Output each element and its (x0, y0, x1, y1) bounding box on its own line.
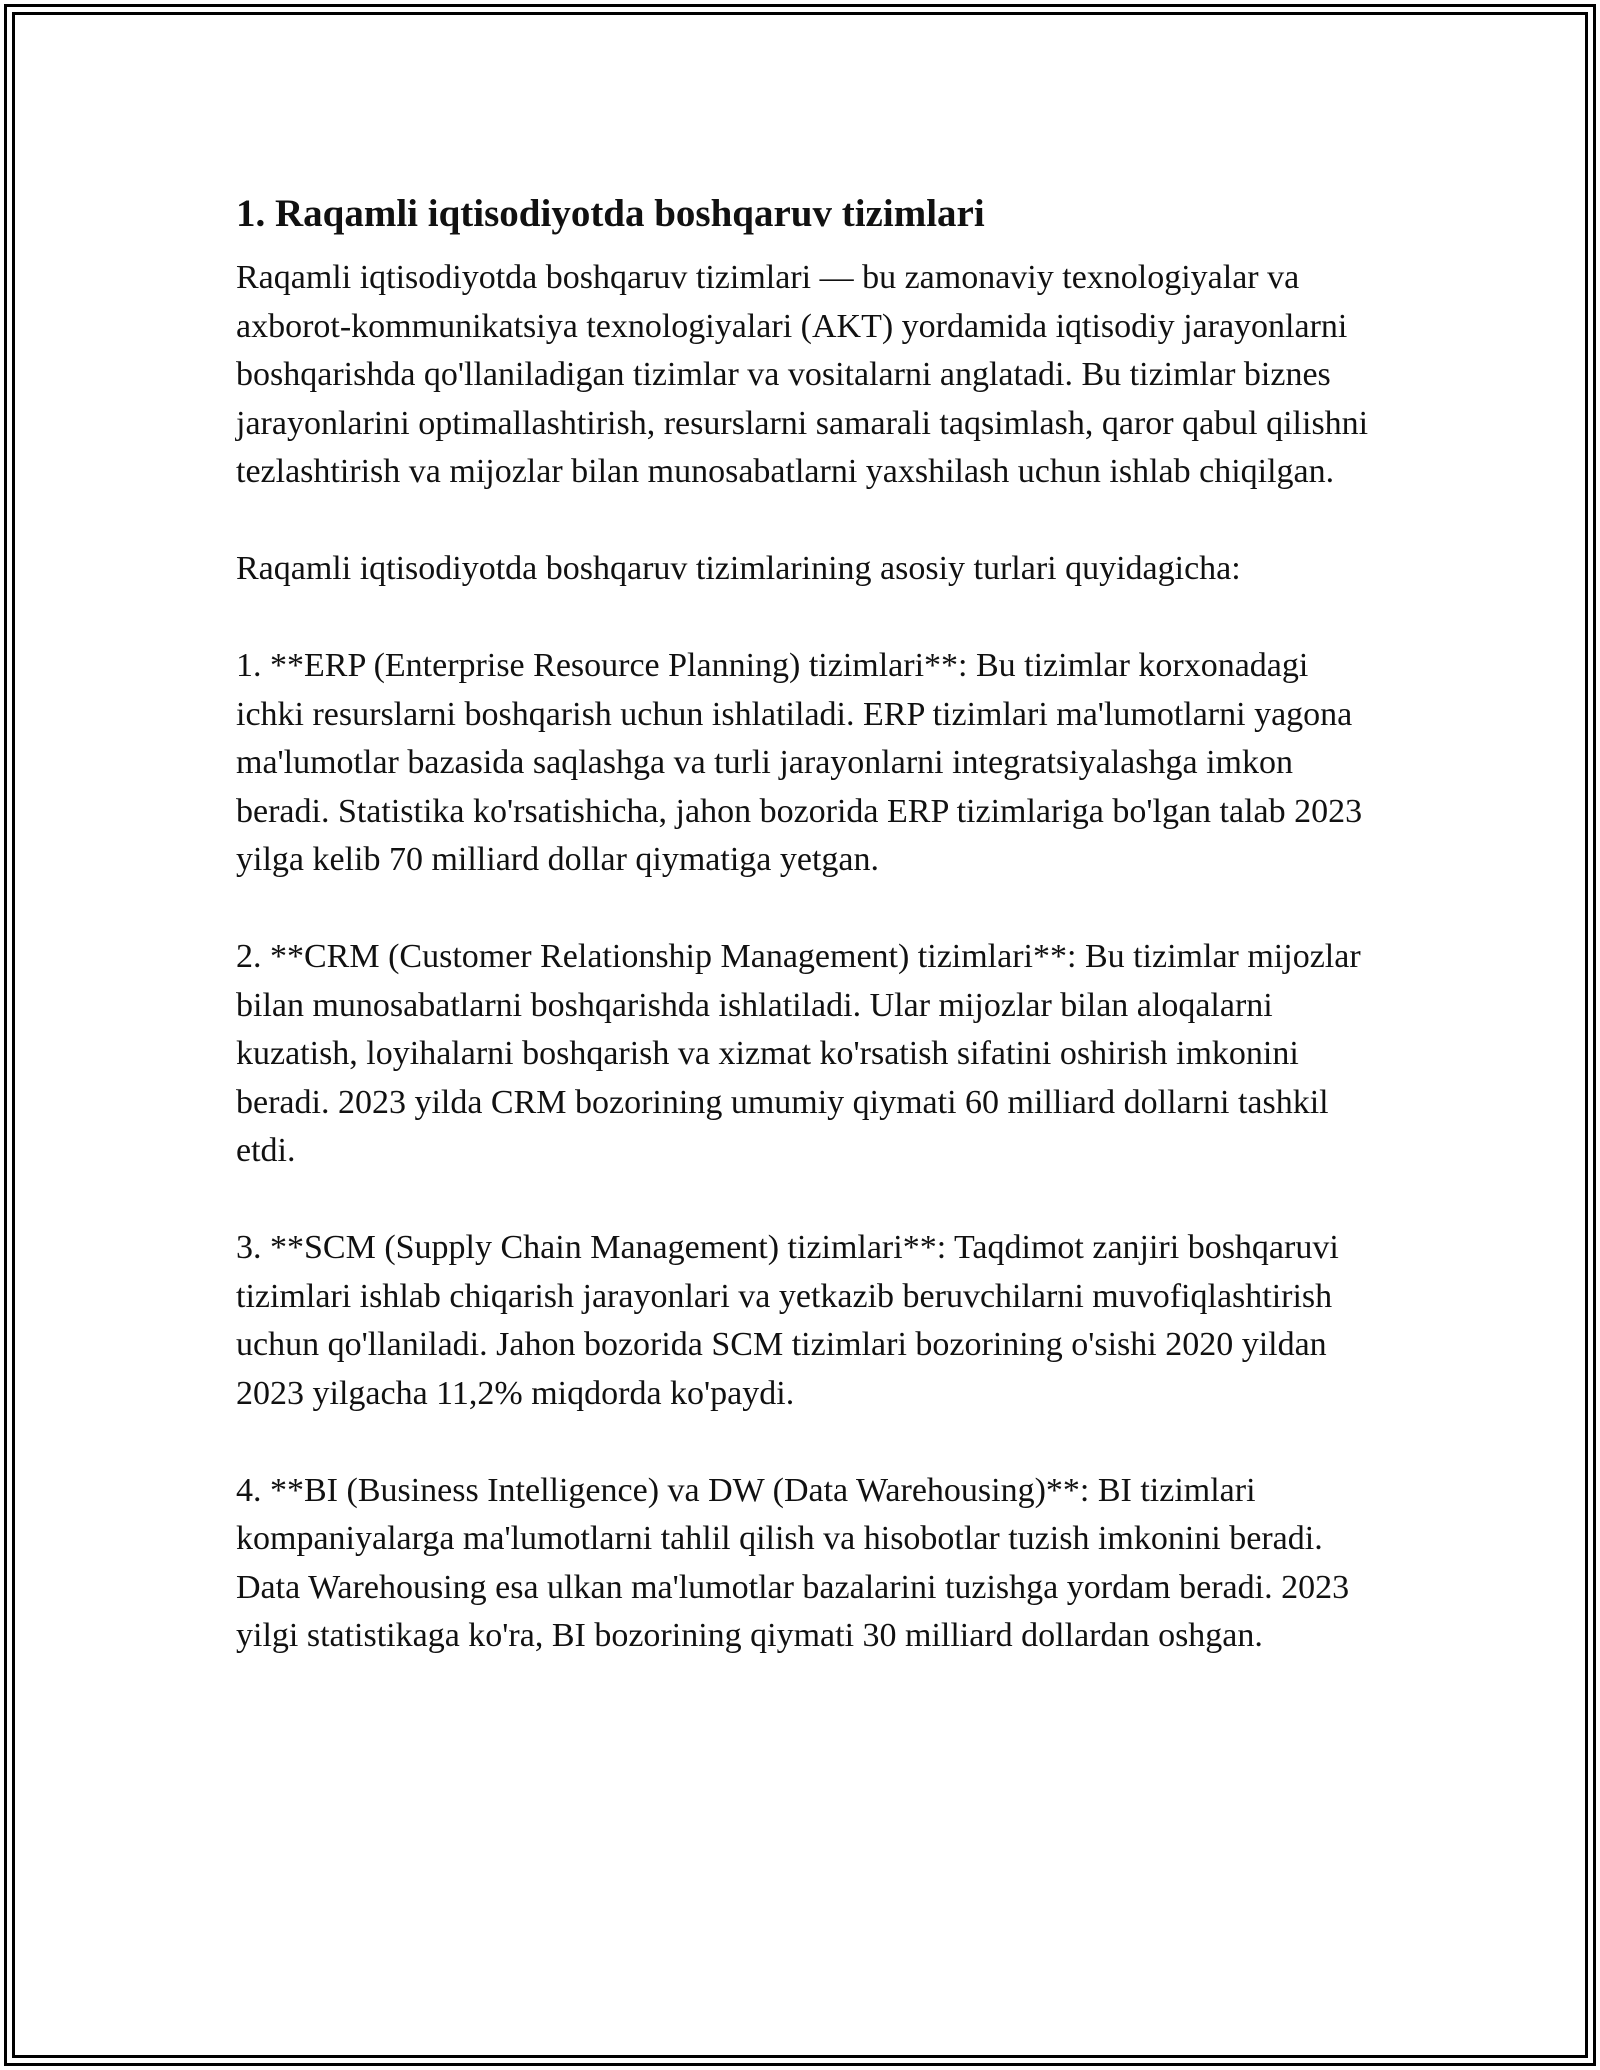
bi-dw-paragraph: 4. **BI (Business Intelligence) va DW (Data Warehousing)**: BI tizimlari kompaniyalarga ma'lumotlarni tahlil qilish va hisobotlar tuzish imkonini beradi. Data Warehousing esa ulkan ma'lumotlar bazalarini tuzishga yordam beradi. 2023 yilgi statistikaga ko'ra, BI bozorining qiymati 30 milliard dollardan oshgan. (236, 1471, 1350, 1654)
types-intro-paragraph: Raqamli iqtisodiyotda boshqaruv tizimlarining asosiy turlari quyidagicha: (236, 550, 1241, 587)
section-heading: 1. Raqamli iqtisodiyotda boshqaruv tizimlari (236, 192, 985, 235)
intro-paragraph: Raqamli iqtisodiyotda boshqaruv tizimlari — bu zamonaviy texnologiyalar va axborot-kommunikatsiya texnologiyalari (AKT) yordamida iqtisodiy jarayonlarni boshqarishda qo'llaniladigan tizimlar va vositalarni anglatadi. Bu tizimlar biznes jarayonlarini optimallashtirish, resurslarni samarali taqsimlash, qaror qabul qilishni tezlashtirish va mijozlar bilan munosabatlarni yaxshilash uchun ishlab chiqilgan. (236, 259, 1369, 490)
document-body (236, 186, 1376, 1661)
crm-paragraph: 2. **CRM (Customer Relationship Management) tizimlari**: Bu tizimlar mijozlar bilan munosabatlarni boshqarishda ishlatiladi. Ular mijozlar bilan aloqalarni kuzatish, loyihalarni boshqarish va xizmat ko'rsatish sifatini oshirish imkonini beradi. 2023 yilda CRM bozorining umumiy qiymati 60 milliard dollarni tashkil etdi. (236, 938, 1361, 1169)
scm-paragraph: 3. **SCM (Supply Chain Management) tizimlari**: Taqdimot zanjiri boshqaruvi tizimlari ishlab chiqarish jarayonlari va yetkazib beruvchilarni muvofiqlashtirish uchun qo'llaniladi. Jahon bozorida SCM tizimlari bozorining o'sishi 2020 yildan 2023 yilgacha 11,2% miqdorda ko'paydi. (236, 1229, 1339, 1412)
erp-paragraph: 1. **ERP (Enterprise Resource Planning) tizimlari**: Bu tizimlar korxonadagi ichki resurslarni boshqarish uchun ishlatiladi. ERP tizimlari ma'lumotlarni yagona ma'lumotlar bazasida saqlashga va turli jarayonlarni integratsiyalashga imkon beradi. Statistika ko'rsatishicha, jahon bozorida ERP tizimlariga bo'lgan talab 2023 yilga kelib 70 milliard dollar qiymatiga yetgan. (236, 647, 1363, 878)
